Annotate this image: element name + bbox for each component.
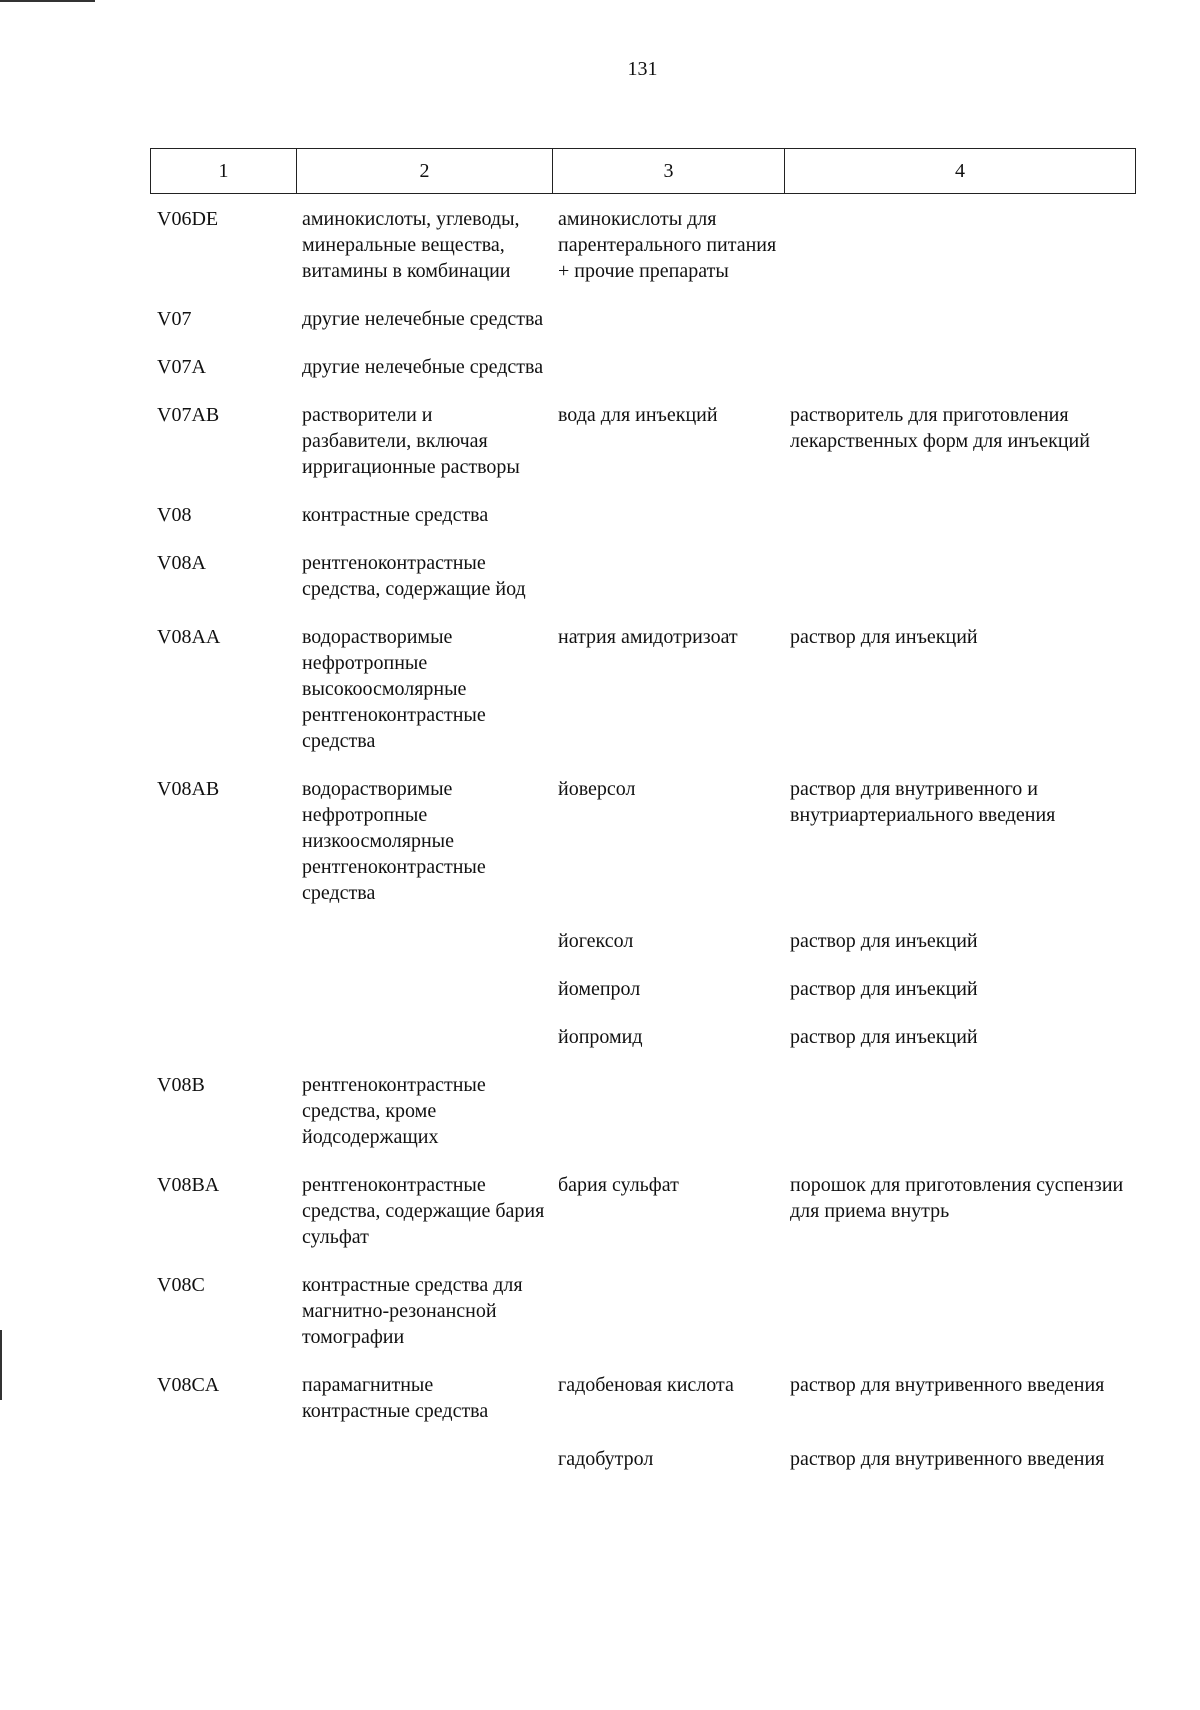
- scan-edge-mark-left: [0, 1330, 2, 1400]
- cell-group: рентгеноконтрастные средства, содержащие йод: [302, 552, 526, 600]
- cell-code: V07A: [157, 356, 206, 378]
- table-row: [150, 396, 1135, 496]
- cell-form: [784, 348, 1135, 396]
- cell-drug: гадобеновая кислота: [558, 1374, 734, 1396]
- cell-form: раствор для внутривенного введения: [790, 1448, 1105, 1470]
- cell-group: рентгеноконтрастные средства, содержащие бария сульфат: [302, 1174, 545, 1248]
- cell-group: парамагнитные контрастные средства: [302, 1374, 489, 1422]
- medication-table: [150, 200, 1135, 1488]
- table-row: [150, 1166, 1135, 1266]
- cell-code: V08AB: [157, 778, 220, 800]
- header-col-2: 2: [297, 149, 553, 194]
- cell-form: раствор для инъекций: [790, 978, 978, 1000]
- cell-drug: бария сульфат: [558, 1174, 679, 1196]
- cell-group: контрастные средства: [302, 504, 489, 526]
- cell-drug: [552, 1066, 784, 1166]
- cell-code: [150, 922, 296, 970]
- cell-code: V08: [157, 504, 192, 526]
- cell-form: раствор для инъекций: [790, 1026, 978, 1048]
- cell-group: водорастворимые нефротропные высокоосмолярные рентгеноконтрастные средства: [302, 626, 486, 752]
- cell-drug: йомепрол: [558, 978, 641, 1000]
- cell-code: [150, 1440, 296, 1488]
- cell-group: другие нелечебные средства: [302, 356, 544, 378]
- table-row: [150, 618, 1135, 770]
- cell-code: V08AA: [157, 626, 221, 648]
- table-header: [150, 148, 1136, 194]
- cell-form: [784, 1266, 1135, 1366]
- table-row: [150, 1018, 1135, 1066]
- cell-form: раствор для инъекций: [790, 930, 978, 952]
- cell-drug: аминокислоты для парентерального питания + прочие препараты: [558, 208, 777, 282]
- cell-code: V08CA: [157, 1374, 220, 1396]
- cell-form: [784, 544, 1135, 618]
- table-row: [150, 200, 1135, 300]
- table-row: [150, 970, 1135, 1018]
- cell-drug: йогексол: [558, 930, 634, 952]
- header-col-1: 1: [151, 149, 297, 194]
- page-number: 131: [627, 58, 658, 80]
- cell-drug: [552, 348, 784, 396]
- table-row: [150, 544, 1135, 618]
- table-row: [150, 300, 1135, 348]
- cell-group: [296, 970, 552, 1018]
- cell-drug: [552, 496, 784, 544]
- cell-form: [784, 496, 1135, 544]
- table-row: [150, 1266, 1135, 1366]
- cell-code: V08BA: [157, 1174, 220, 1196]
- cell-drug: вода для инъекций: [558, 404, 718, 426]
- cell-code: V08C: [157, 1274, 205, 1296]
- cell-form: раствор для внутривенного и внутриартериального введения: [790, 778, 1056, 826]
- cell-code: V08A: [157, 552, 206, 574]
- cell-code: V06DE: [157, 208, 219, 230]
- cell-group: аминокислоты, углеводы, минеральные вещества, витамины в комбинации: [302, 208, 520, 282]
- cell-code: [150, 1018, 296, 1066]
- header-col-4: 4: [785, 149, 1136, 194]
- table-row: [150, 1066, 1135, 1166]
- cell-drug: йопромид: [558, 1026, 643, 1048]
- cell-drug: [552, 1266, 784, 1366]
- cell-group: рентгеноконтрастные средства, кроме йодсодержащих: [302, 1074, 486, 1148]
- cell-form: растворитель для приготовления лекарственных форм для инъекций: [790, 404, 1090, 452]
- cell-group: [296, 1018, 552, 1066]
- cell-form: раствор для инъекций: [790, 626, 978, 648]
- cell-form: [784, 1066, 1135, 1166]
- cell-drug: натрия амидотризоат: [558, 626, 738, 648]
- table-row: [150, 1440, 1135, 1488]
- cell-group: растворители и разбавители, включая ирригационные растворы: [302, 404, 520, 478]
- cell-code: V07: [157, 308, 192, 330]
- cell-code: V07AB: [157, 404, 220, 426]
- cell-group: [296, 922, 552, 970]
- table-row: [150, 496, 1135, 544]
- cell-form: [784, 300, 1135, 348]
- table-row: [150, 348, 1135, 396]
- cell-group: контрастные средства для магнитно-резонансной томографии: [302, 1274, 523, 1348]
- cell-drug: йоверсол: [558, 778, 636, 800]
- cell-code: [150, 970, 296, 1018]
- cell-drug: [552, 300, 784, 348]
- table-row: [150, 770, 1135, 922]
- cell-group: другие нелечебные средства: [302, 308, 544, 330]
- cell-drug: [552, 544, 784, 618]
- header-row: [151, 149, 1136, 194]
- cell-drug: гадобутрол: [558, 1448, 654, 1470]
- cell-code: V08B: [157, 1074, 205, 1096]
- cell-form: раствор для внутривенного введения: [790, 1374, 1105, 1396]
- cell-form: порошок для приготовления суспензии для приема внутрь: [790, 1174, 1124, 1222]
- cell-form: [784, 200, 1135, 300]
- cell-group: [296, 1440, 552, 1488]
- scan-edge-mark-top: [0, 0, 95, 2]
- cell-group: водорастворимые нефротропные низкоосмолярные рентгеноконтрастные средства: [302, 778, 486, 904]
- table-row: [150, 1366, 1135, 1440]
- table-row: [150, 922, 1135, 970]
- header-col-3: 3: [553, 149, 785, 194]
